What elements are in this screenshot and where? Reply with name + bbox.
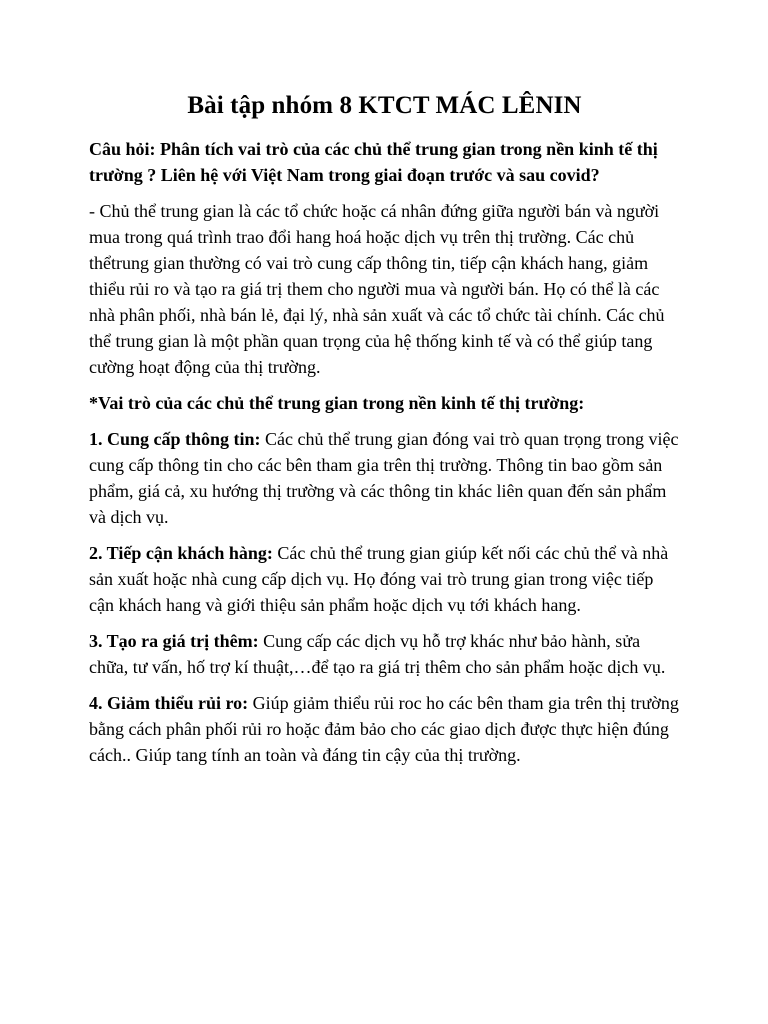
role-label: 4. Giảm thiểu rủi ro: (89, 693, 249, 713)
role-text: Các chủ thể trung gian đóng vai trò quan trọng trong việc cung cấp thông tin cho các bên tham gia trên thị trường. Thông tin bao gồm sản phẩm, giá cả, xu hướng thị trường và các thông tin khác liên quan đến sản phẩm và dịch vụ. (89, 429, 679, 527)
document-title: Bài tập nhóm 8 KTCT MÁC LÊNIN (187, 92, 582, 119)
role-item-1 (89, 426, 680, 530)
role-text: Cung cấp các dịch vụ hỗ trợ khác như bảo hành, sửa chữa, tư vấn, hố trợ kí thuật,…để tạo ra giá trị thêm cho sản phẩm hoặc dịch vụ. (89, 631, 666, 677)
role-label: 3. Tạo ra giá trị thêm: (89, 631, 259, 651)
role-item-3 (89, 628, 680, 680)
role-item-2 (89, 540, 680, 618)
role-text: Giúp giảm thiểu rủi roc ho các bên tham gia trên thị trường bằng cách phân phối rủi ro hoặc đảm bảo cho các giao dịch được thực hiện đúng cách.. Giúp tang tính an toàn và đáng tin cậy của thị trường. (89, 693, 679, 765)
role-text: Các chủ thể trung gian giúp kết nối các chủ thể và nhà sản xuất hoặc nhà cung cấp dịch vụ. Họ đóng vai trò trung gian trong việc tiếp cận khách hang và giới thiệu sản phẩm hoặc dịch vụ tới khách hang. (89, 543, 669, 615)
role-item-4 (89, 690, 680, 768)
roles-heading: *Vai trò của các chủ thể trung gian trong nền kinh tế thị trường: (89, 393, 585, 413)
question-text: Câu hỏi: Phân tích vai trò của các chủ thể trung gian trong nền kinh tế thị trường ? Liên hệ với Việt Nam trong giai đoạn trước và sau covid? (89, 139, 658, 185)
role-label: 1. Cung cấp thông tin: (89, 429, 261, 449)
intro-paragraph: - Chủ thể trung gian là các tổ chức hoặc cá nhân đứng giữa người bán và người mua trong quá trình trao đổi hang hoá hoặc dịch vụ trên thị trường. Các chủ thểtrung gian thường có vai trò cung cấp thông tin, tiếp cận khách hang, giảm thiểu rủi ro và tạo ra giá trị them cho người mua và người bán. Họ có thể là các nhà phân phối, nhà bán lẻ, đại lý, nhà sản xuất và các tổ chức tài chính. Các chủ thể trung gian là một phần quan trọng của hệ thống kinh tế và có thể giúp tang cường hoạt động của thị trường. (89, 201, 665, 377)
role-label: 2. Tiếp cận khách hàng: (89, 543, 273, 563)
